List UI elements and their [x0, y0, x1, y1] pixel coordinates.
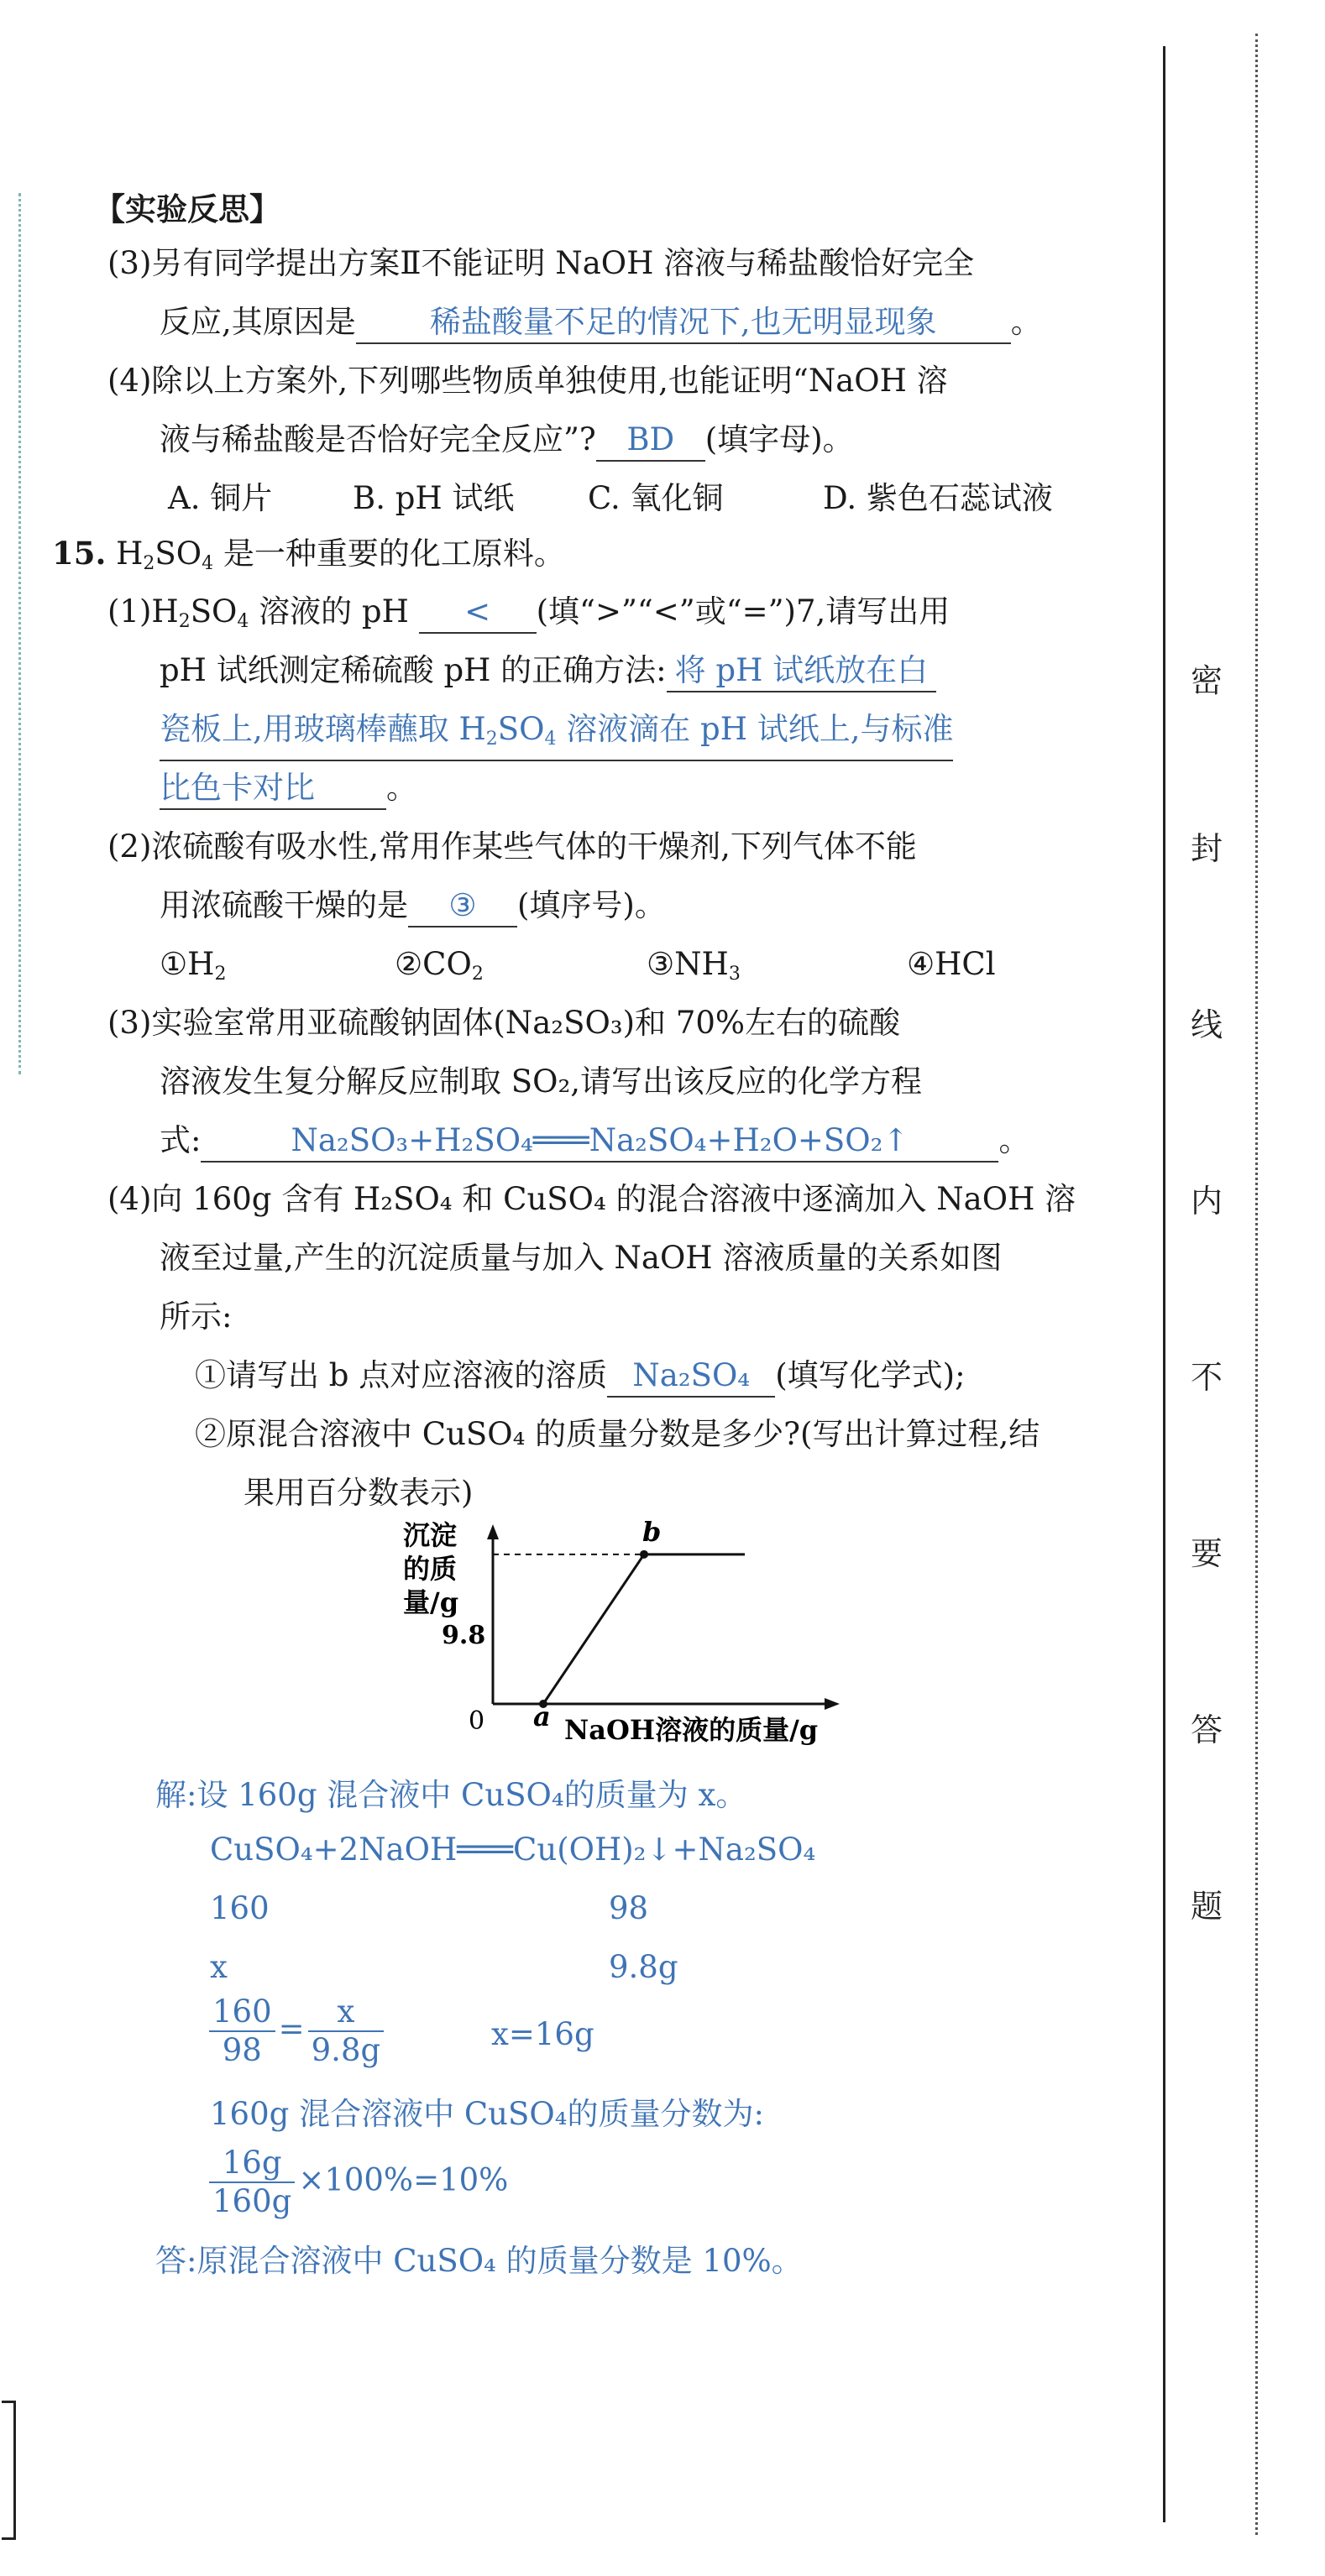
- seal-char-6: 要: [1191, 1535, 1223, 1572]
- p1-line2: pH 试纸测定稀硫酸 pH 的正确方法: 将 pH 试纸放在白: [160, 651, 936, 692]
- section-title: 【实验反思】: [94, 191, 280, 227]
- p2-option-3: $③NH_3$: [647, 946, 741, 985]
- p4-line1: (4)向 160g 含有 H₂SO₄ 和 CuSO₄ 的混合溶液中逐滴加入 NaOH 溶: [107, 1181, 1076, 1217]
- p2-option-1: $①H_2$: [160, 946, 227, 985]
- seal-line-rule: [1163, 46, 1165, 2522]
- q4-line2: 液与稀盐酸是否恰好完全反应”? BD (填字母)。: [160, 420, 854, 462]
- p2-option-2: $②CO_2$: [395, 946, 484, 985]
- seal-char-5: 不: [1191, 1359, 1223, 1396]
- p2-answer: ③: [408, 886, 517, 927]
- sol-x-result: x=16g: [491, 2016, 594, 2052]
- y-label-line3: 量/g: [403, 1586, 459, 1618]
- sol-m-cuoh2: 98: [609, 1890, 649, 1926]
- q3-line1: (3)另有同学提出方案Ⅱ不能证明 NaOH 溶液与稀盐酸恰好完全: [107, 245, 975, 281]
- q15-intro: 15. $H_2SO_4$ 是一种重要的化工原料。: [52, 535, 565, 574]
- p2-option-4: ④HCl: [907, 946, 996, 982]
- seal-char-4: 内: [1191, 1183, 1223, 1220]
- point-b: [640, 1550, 648, 1559]
- point-a-label: a: [533, 1701, 551, 1732]
- p4-sub1-answer: Na₂SO₄: [607, 1356, 775, 1398]
- q4-option-d: D. 紫色石蕊试液: [823, 480, 1053, 516]
- sol-line-pct: 160g 混合溶液中 CuSO₄的质量分数为:: [210, 2096, 764, 2132]
- q3-answer: 稀盐酸量不足的情况下,也无明显现象: [356, 302, 1011, 344]
- p3-line2: 溶液发生复分解反应制取 SO₂,请写出该反应的化学方程: [160, 1063, 923, 1100]
- sol-pct-calc: $\frac{16g}{160g}$ ×100%=10%: [206, 2145, 508, 2220]
- seal-char-3: 线: [1191, 1006, 1223, 1043]
- p2-line1: (2)浓硫酸有吸水性,常用作某些气体的干燥剂,下列气体不能: [107, 828, 917, 865]
- p1-answer: <: [419, 592, 537, 634]
- left-margin-dotted-line: [18, 193, 21, 1074]
- p1-answer-part1: 将 pH 试纸放在白: [667, 651, 936, 692]
- p2-line2: 用浓硫酸干燥的是 ③ (填序号)。: [160, 886, 666, 927]
- q4-option-b: B. pH 试纸: [353, 480, 515, 516]
- sol-line1: 解:设 160g 混合液中 CuSO₄的质量为 x。: [155, 1777, 747, 1813]
- p1-line4: 比色卡对比 。: [160, 768, 417, 810]
- p4-line3: 所示:: [160, 1298, 233, 1335]
- p3-line1: (3)实验室常用亚硫酸钠固体(Na₂SO₃)和 70%左右的硫酸: [107, 1005, 901, 1041]
- sol-m-cuso4: 160: [210, 1890, 270, 1926]
- x-axis-arrow: [825, 1698, 840, 1710]
- q3-line2: 反应,其原因是 稀盐酸量不足的情况下,也无明显现象 。: [160, 302, 1042, 344]
- seal-char-8: 题: [1191, 1888, 1223, 1925]
- left-edge-bracket: [2, 2401, 16, 2540]
- x-axis-label: NaOH溶液的质量/g: [564, 1714, 819, 1746]
- y-tick-label: 9.8: [442, 1621, 486, 1650]
- p4-sub2-line1: ②原混合溶液中 CuSO₄ 的质量分数是多少?(写出计算过程,结: [195, 1416, 1040, 1452]
- seal-char-7: 答: [1191, 1711, 1223, 1748]
- y-label-line1: 沉淀: [403, 1519, 458, 1551]
- seal-char-1: 密: [1191, 662, 1223, 699]
- p1-line1: $(1)H_2SO_4$ 溶液的 pH < (填“>”“<”或“=”)7,请写出用: [107, 593, 951, 632]
- q4-option-c: C. 氧化铜: [588, 480, 724, 516]
- q4-answer: BD: [596, 420, 705, 462]
- p3-answer: Na₂SO₃+H₂SO₄═══Na₂SO₄+H₂O+SO₂↑: [201, 1121, 998, 1163]
- sol-answer: 答:原混合溶液中 CuSO₄ 的质量分数是 10%。: [155, 2243, 803, 2279]
- p1-line3: [160, 709, 953, 761]
- p1-answer-part2: 瓷板上,用玻璃棒蘸取 $H_2SO_4$ 溶液滴在 pH 试纸上,与标准: [160, 709, 953, 761]
- precipitate-chart: [386, 1502, 890, 1763]
- q4-option-a: A. 铜片: [168, 480, 273, 516]
- y-label-line2: 的质: [403, 1553, 458, 1585]
- p4-sub2-line2: 果用百分数表示): [244, 1475, 474, 1511]
- sol-98g: 9.8g: [609, 1949, 678, 1985]
- seal-char-2: 封: [1191, 830, 1223, 867]
- y-axis-arrow: [487, 1524, 499, 1539]
- series-line: [493, 1554, 745, 1704]
- p3-line3: 式: Na₂SO₃+H₂SO₄═══Na₂SO₄+H₂O+SO₂↑ 。: [160, 1121, 1029, 1163]
- q4-line1: (4)除以上方案外,下列哪些物质单独使用,也能证明“NaOH 溶: [107, 363, 948, 399]
- sol-equation: CuSO₄+2NaOH═══Cu(OH)₂↓+Na₂SO₄: [210, 1831, 816, 1868]
- seal-line-dots: [1255, 34, 1258, 2535]
- q15-number: 15.: [52, 535, 107, 572]
- origin-label: 0: [469, 1706, 485, 1736]
- p4-sub1: ①请写出 b 点对应溶液的溶质 Na₂SO₄ (填写化学式);: [195, 1356, 966, 1398]
- sol-proportion: $\frac{160}{98}$ = $\frac{x}{9.8g}$: [206, 1993, 387, 2069]
- sol-x: x: [210, 1949, 228, 1985]
- p4-line2: 液至过量,产生的沉淀质量与加入 NaOH 溶液质量的关系如图: [160, 1240, 1003, 1276]
- p1-answer-part3: 比色卡对比: [160, 768, 386, 810]
- point-b-label: b: [642, 1515, 662, 1548]
